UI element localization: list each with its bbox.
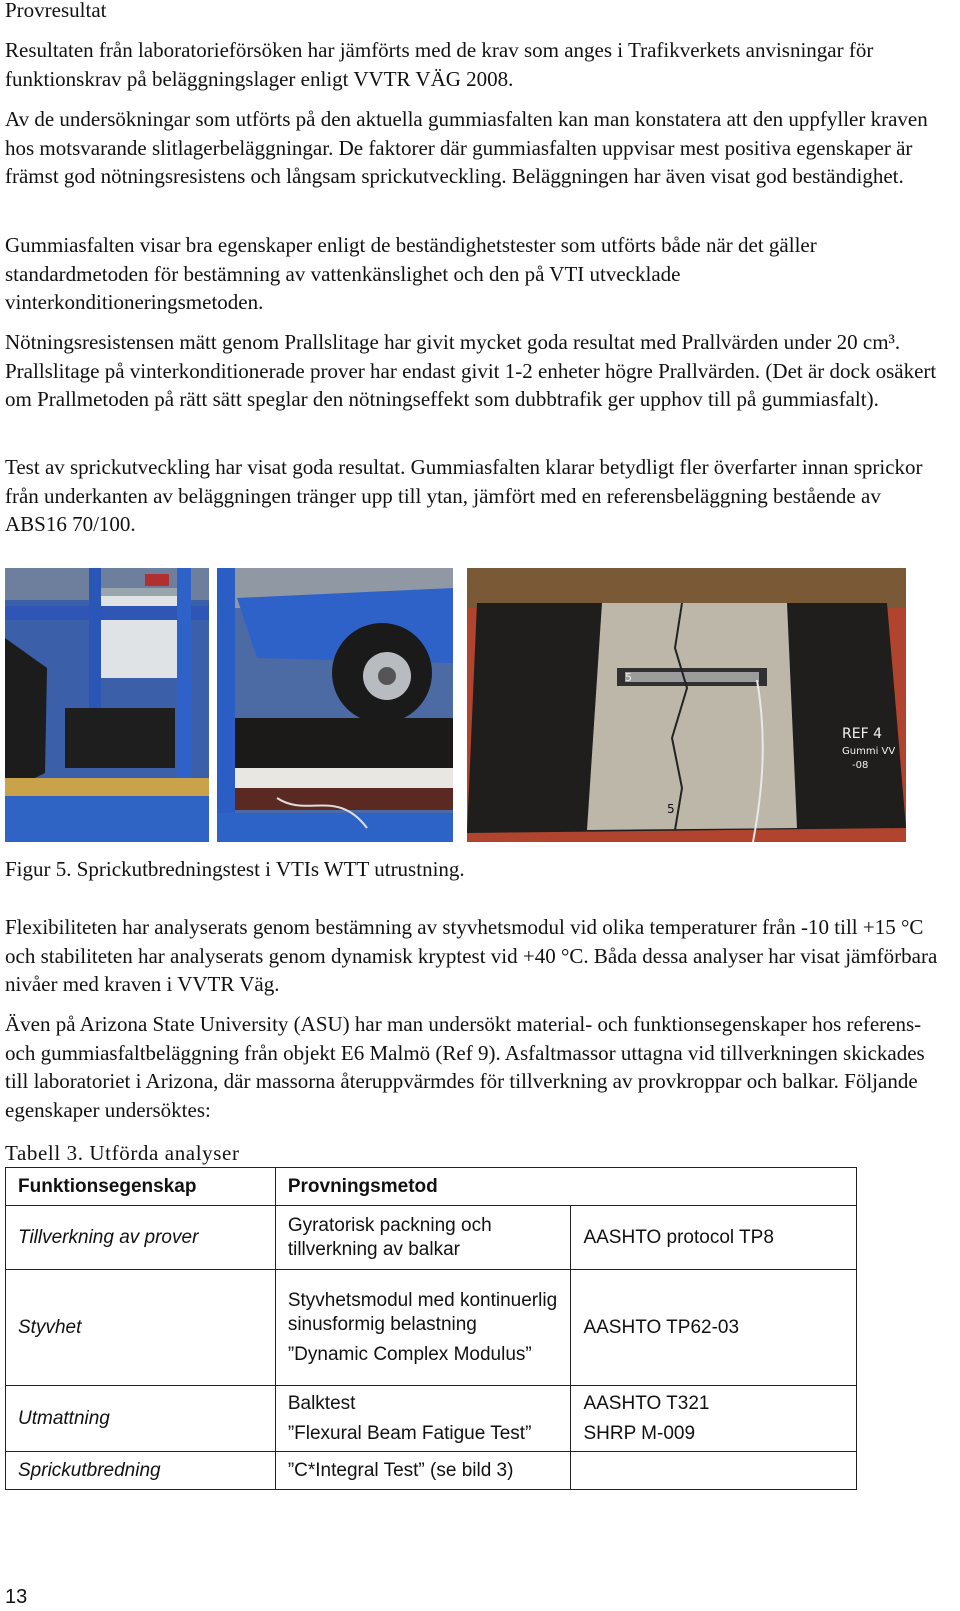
row-method (275, 1452, 571, 1490)
figure-caption: Figur 5. Sprickutbredningstest i VTIs WTT utrustning. (5, 857, 465, 881)
row-method (275, 1386, 571, 1452)
row-standard (571, 1452, 857, 1490)
standard-line: SHRP M-009 (583, 1422, 696, 1444)
paragraph-5: Test av sprickutveckling har visat goda resultat. Gummiasfalten klarar betydligt fler överfarter innan sprickor från underkanten av beläggningen tränger upp till ytan, jämfört med en referensbeläggning bestående av ABS16 70/100. (5, 455, 923, 537)
paragraph-3: Gummiasfalten visar bra egenskaper enligt de beständighetstester som utförts både när det gäller standardmetoden för bestämning av vattenkänslighet och den på VTI utvecklade vinterkonditioneringsmetoden. (5, 233, 817, 315)
table-row (6, 1206, 857, 1270)
row-method (275, 1270, 571, 1386)
slab-label-line-3: -08 (852, 760, 869, 771)
row-method (275, 1206, 571, 1270)
row-property: Utmattning (6, 1386, 276, 1452)
row-standard (571, 1386, 857, 1452)
row-property: Styvhet (6, 1270, 276, 1386)
photo-cracked-slab (467, 568, 906, 842)
table-caption: Tabell 3. Utförda analyser (5, 1141, 240, 1165)
slab-label-line-2: Gummi VV (842, 746, 896, 757)
row-standard (571, 1270, 857, 1386)
photo-wtt-frame (5, 568, 209, 842)
table-header-row (6, 1168, 857, 1206)
slot-mark-top: 5 (625, 671, 632, 684)
paragraph-6: Flexibiliteten har analyserats genom bestämning av styvhetsmodul vid olika temperaturer från -10 till +15 °C och stabiliteten har analyserats genom dynamisk kryptest vid +40 °C. Båda dessa analyser har visat jämförbara nivåer med kraven i VVTR Väg. (5, 915, 938, 997)
method-line: Styvhetsmodul med kontinuerlig sinusformig belastning (287, 1289, 558, 1335)
paragraph-2: Av de undersökningar som utförts på den aktuella gummiasfalten kan man konstatera att den uppfyller kraven hos motsvarande slitlagerbeläggningar. De faktorer där gummiasfalten uppvisar mest positiva egenskaper är främst god nötningsresistens och långsam sprickutveckling. Beläggningen har även visat god beständighet. (5, 107, 928, 189)
standard-line: AASHTO TP62-03 (583, 1316, 740, 1338)
standard-line: AASHTO T321 (583, 1392, 710, 1414)
method-line: ”C*Integral Test” (se bild 3) (287, 1459, 514, 1481)
table-row (6, 1270, 857, 1386)
header-provningsmetod: Provningsmetod (275, 1168, 856, 1206)
row-property: Tillverkning av prover (6, 1206, 276, 1270)
paragraph-4: Nötningsresistensen mätt genom Prallslitage har givit mycket goda resultat med Prallvärden under 20 cm³. Prallslitage på vinterkonditionerade prover har endast givit 1-2 enheter högre Prallvärden. (Det är dock osäkert om Prallmetoden på rätt sätt speglar den nötningseffekt som dubbtrafik ger upphov till på gummiasfalt). (5, 330, 937, 412)
analysis-table (5, 1167, 857, 1490)
row-standard (571, 1206, 857, 1270)
slab-label-line-1: REF 4 (842, 726, 882, 742)
paragraph-7: Även på Arizona State University (ASU) har man undersökt material- och funktionsegenskaper hos referens- och gummiasfaltbeläggning från objekt E6 Malmö (Ref 9). Asfaltmassor uttagna vid tillverkningen skickades till laboratoriet i Arizona, där massorna återuppvärmdes för tillverkning av provkroppar och balkar. Följande egenskaper undersöktes: (5, 1012, 925, 1122)
paragraph-1: Resultaten från laboratorieförsöken har jämförts med de krav som anges i Trafikverkets anvisningar för funktionskrav på beläggningslager enligt VVTR VÄG 2008. (5, 38, 874, 91)
table-row (6, 1452, 857, 1490)
method-line: ”Flexural Beam Fatigue Test” (287, 1422, 532, 1444)
header-funktionsegenskap: Funktionsegenskap (6, 1168, 276, 1206)
slot-mark-bottom: 5 (667, 802, 675, 816)
section-heading: Provresultat (5, 0, 107, 22)
method-line: Balktest (287, 1392, 356, 1414)
standard-line: AASHTO protocol TP8 (583, 1226, 774, 1248)
method-line: ”Dynamic Complex Modulus” (287, 1343, 532, 1365)
photo-wtt-wheel (217, 568, 453, 842)
row-property: Sprickutbredning (6, 1452, 276, 1490)
method-line: Gyratorisk packning och tillverkning av balkar (287, 1214, 492, 1260)
page-number: 13 (5, 1586, 28, 1608)
table-row (6, 1386, 857, 1452)
